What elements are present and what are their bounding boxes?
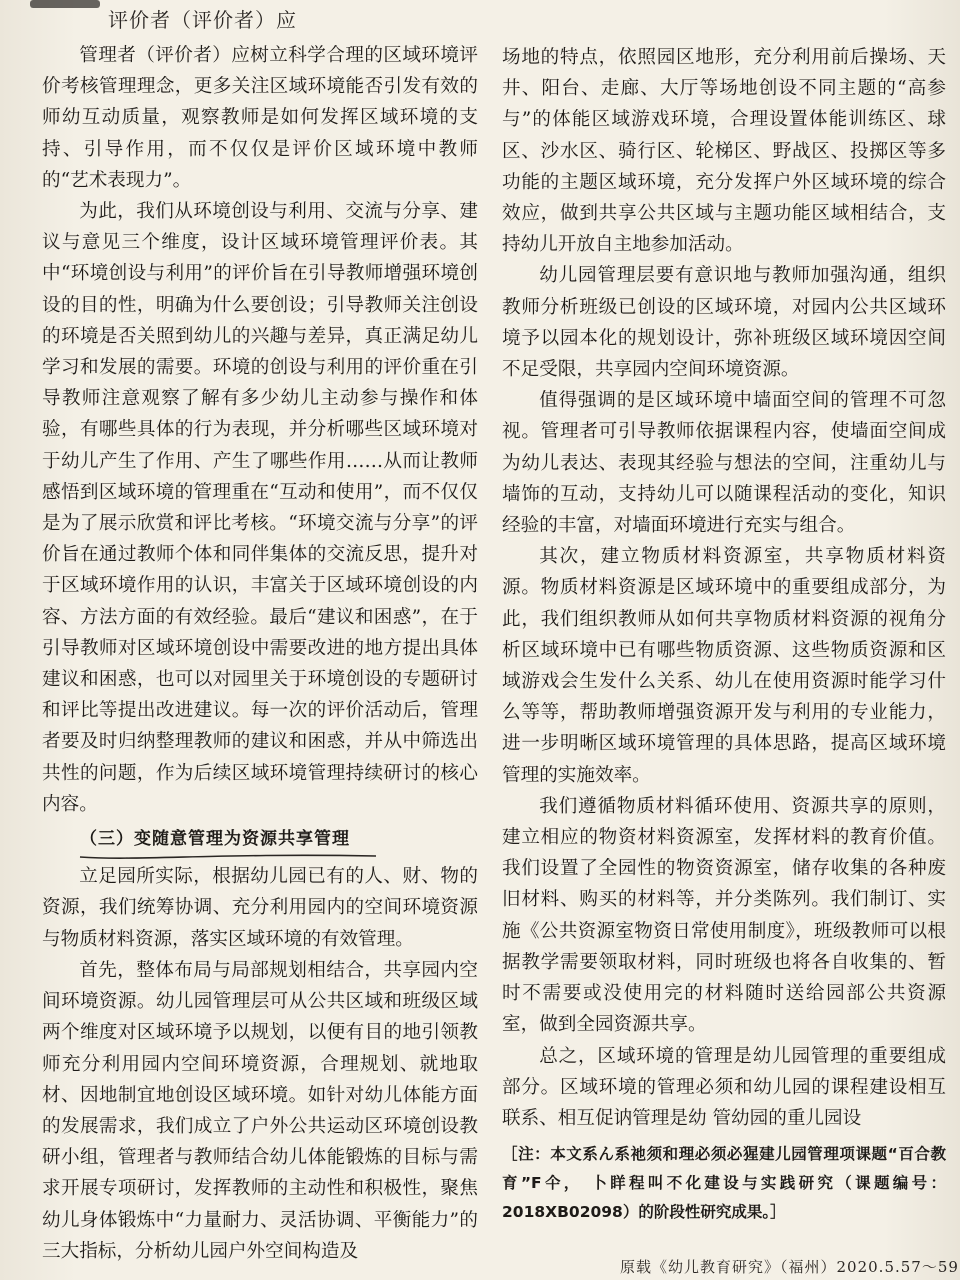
left-paragraph-4: 首先，整体布局与局部规划相结合，共享园内空间环境资源。幼儿园管理层可从公共区域和班级区域两个维度对区域环境予以规划，以便有目的地引领教师充分利用园内空间环境资源，合理规划、就地取材、因地制宜地创设区域环境。如针对幼儿体能方面的发展需求，我们成立了户外公共运动区环境创设教研小组，管理者与教师结合幼儿体能锻炼的目标与需求开展专项研讨，发挥教师的主动性和积极性，聚焦幼儿身体锻炼中“力量耐力、灵活协调、平衡能力”的三大指标，分析幼儿园户外空间构造及 [42, 959, 478, 1262]
left-paragraph-2: 为此，我们从环境创设与利用、交流与分享、建议与意见三个维度，设计区域环境管理评价表。其中“环境创设与利用”的评价旨在引导教师增强环境创设的目的性，明确为什么要创设；引导教师关注创设的环境是否关照到幼儿的兴趣与差异，真正满足幼儿学习和发展的需要。环境的创设与利用的评价重在引导教师注意观察了解有多少幼儿主动参与操作和体验，有哪些具体的行为表现，并分析哪些区域环境对于幼儿产生了作用、产生了哪些作用……从而让教师感悟到区域环境的管理重在“互动和使用”，而不仅仅是为了展示欣赏和评比考核。“环境交流与分享”的评价旨在通过教师个体和同伴集体的交流反思，提升对于区域环境作用的认识，丰富关于区域环境创设的内容、方法方面的有效经验。最后“建议和困惑”，在于引导教师对区域环境创设中需要改进的地方提出具体建议和困惑，也可以对园里关于环境创设的专题研讨和评比等提出改进建议。每一次的评价活动后，管理者要及时归纳整理教师的建议和困惑，并从中筛选出共性的问题，作为后续区域环境管理持续研讨的核心内容。 [42, 201, 478, 815]
left-paragraph-1: 管理者（评价者）应树立科学合理的区域环境评价考核管理理念，更多关注区域环境能否引发有效的师幼互动质量，观察教师是如何发挥区域环境的支持、引导作用，而不仅仅是评价区域环境中教师的“艺术表现力”。 [42, 45, 478, 191]
right-paragraph-3: 值得强调的是区域环境中墙面空间的管理不可忽视。管理者可引导教师依据课程内容，使墙面空间成为幼儿表达、表现其经验与想法的空间，注重幼儿与墙饰的互动，支持幼儿可以随课程活动的变化，知识经验的丰富，对墙面环境进行充实与组合。 [502, 390, 946, 537]
right-paragraph-2: 幼儿园管理层要有意识地与教师加强沟通，组织教师分析班级已创设的区域环境，对园内公共区域环境予以园本化的规划设计，弥补班级区域环境因空间不足受限，共享园内空间环境资源。 [502, 265, 946, 381]
left-column [42, 40, 478, 1267]
handwritten-underline-icon [78, 851, 378, 861]
right-paragraph-6: 总之，区域环境的管理是幼儿园管理的重要组成部分。区域环境的管理必须和幼儿园的课程建设相互联系、相互促讷管理是幼 管幼园的重儿园设 [502, 1045, 946, 1129]
section-heading-text: （三）变随意管理为资源共享管理 [80, 829, 350, 850]
right-paragraph-1: 场地的特点，依照园区地形，充分利用前后操场、天井、阳台、走廊、大厅等场地创设不同主题的“高参与”的体能区域游戏环境，合理设置体能训练区、球区、沙水区、骑行区、轮梯区、野战区、投掷区等多功能的主题区域环境，充分发挥户外区域环境的综合效应，做到共享公共区域与主题功能区域相结合，支持幼儿开放自主地参加活动。 [502, 47, 946, 256]
footnote: ［注：本文系ん系祂须和理必须必猩建儿园管理项课题“百合教育”F仐， 卜眻程叫不化建设与实践研究（课题编号：2018XB02098）的阶段性研究成果。］ [502, 1145, 946, 1222]
source-line: 原载《幼儿教育研究》（福州）2020.5.57～59 [620, 1258, 959, 1276]
right-paragraph-5: 我们遵循物质材料循环使用、资源共享的原则，建立相应的物资材料资源室，发挥材料的教育价值。我们设置了全园性的物资资源室，储存收集的各种废旧材料、购买的材料等，并分类陈列。我们制订、实施《公共资源室物资日常使用制度》，班级教师可以根据教学需要领取材料，同时班级也将各自收集的、暂时不需要或没使用完的材料随时送给园部公共资源室，做到全园资源共享。 [502, 795, 946, 1036]
left-paragraph-3: 立足园所实际，根据幼儿园已有的人、财、物的资源，我们统筹协调、充分利用园内的空间环境资源与物质材料资源，落实区域环境的有效管理。 [42, 866, 478, 950]
section-heading [42, 824, 478, 855]
header-mark [30, 0, 100, 8]
header-fragment: 评价者（评价者）应 [108, 8, 297, 32]
right-paragraph-4: 其次，建立物质材料资源室，共享物质材料资源。物质材料资源是区域环境中的重要组成部分，为此，我们组织教师从如何共享物质材料资源的视角分析区域环境中已有哪些物质资源、这些物质资源和区域游戏会生发什么关系、幼儿在使用资源时能学习什么等等，帮助教师增强资源开发与利用的专业能力，进一步明晰区域环境管理的具体思路，提高区域环境管理的实施效率。 [502, 546, 946, 786]
right-column [502, 42, 946, 1227]
